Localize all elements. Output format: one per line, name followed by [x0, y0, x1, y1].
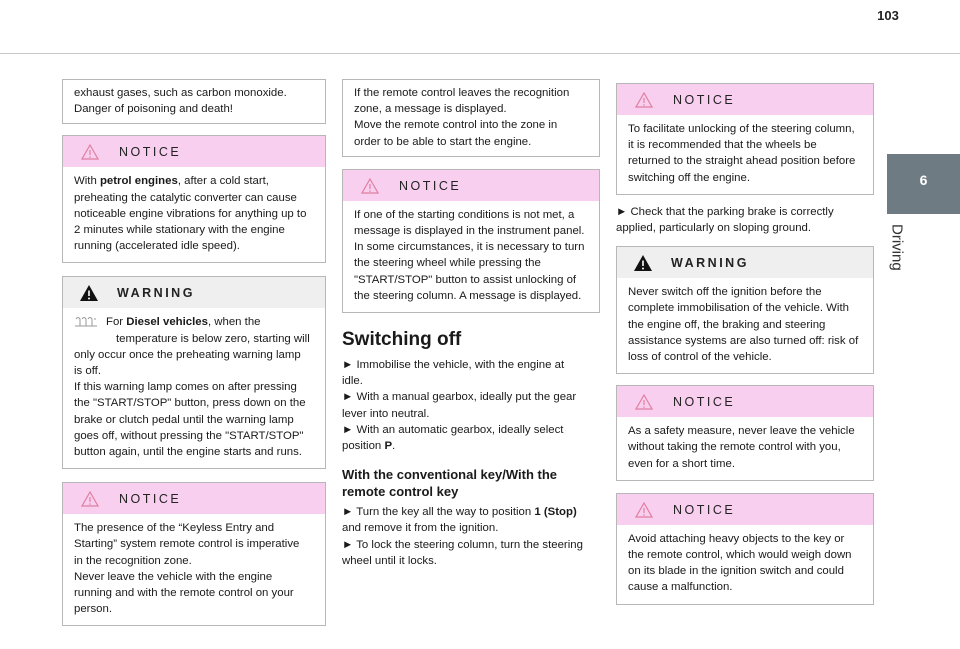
bold-term: Diesel vehicles	[126, 316, 208, 329]
notice-starting-conditions-box	[342, 169, 600, 313]
text-run: , after a cold start,	[177, 175, 269, 188]
warning-triangle-filled-icon	[633, 254, 653, 272]
recognition-zone-box	[342, 79, 600, 157]
text-line: even for a short time.	[628, 457, 735, 470]
text-line: To facilitate unlocking of the steering column,	[628, 123, 855, 135]
warning-header	[617, 247, 873, 278]
text-line: returned to the straight ahead position before	[628, 155, 856, 168]
notice-title: NOTICE	[119, 492, 182, 507]
bold-term: petrol engines	[99, 175, 178, 188]
chapter-label	[882, 224, 912, 304]
text-line: loss of control of the vehicle.	[628, 351, 772, 364]
warning-triangle-outline-icon	[635, 502, 653, 518]
notice-title: NOTICE	[673, 502, 736, 517]
notice-header	[63, 136, 325, 167]
notice-title: NOTICE	[119, 145, 182, 160]
bold-term: P	[384, 440, 393, 453]
diesel-preheating-coil-icon	[74, 316, 98, 328]
text-line: preheating the catalytic converter can cause	[74, 191, 297, 204]
text-line: Never switch off the ignition before the	[628, 286, 822, 299]
text-line: is off.	[74, 365, 102, 378]
notice-wheels-box	[616, 83, 874, 195]
text-line: In some circumstances, it is necessary to turn	[354, 241, 585, 254]
text-run: ► Turn the key all the way to position	[342, 506, 535, 519]
notice-header	[617, 494, 873, 525]
warning-triangle-outline-icon	[635, 394, 653, 410]
notice-keyless-box	[62, 482, 326, 626]
text-line: temperature is below zero, starting will	[116, 332, 310, 345]
text-line: ► With a manual gearbox, ideally put the gear	[342, 391, 577, 404]
warning-ignition-box	[616, 246, 874, 374]
text-line: lever into neutral.	[342, 407, 430, 420]
text-line: brake or clutch pedal until the warning lamp	[74, 413, 294, 426]
chapter-tab[interactable]	[887, 154, 960, 214]
warning-title: WARNING	[117, 286, 195, 301]
column-1	[62, 79, 326, 626]
text-line: exhaust gases, such as carbon monoxide.	[74, 87, 287, 99]
text-run: , when the	[207, 316, 261, 329]
text-line: Starting” system remote control is imperative	[74, 538, 300, 551]
switching-off-section	[342, 329, 600, 569]
text-line: As a safety measure, never leave the vehicle	[628, 425, 855, 438]
column-3	[616, 83, 874, 605]
text-run: With	[74, 175, 100, 188]
notice-heavy-objects-box	[616, 493, 874, 605]
subsection-heading	[342, 466, 600, 500]
text-line: ► Immobilise the vehicle, with the engine at	[342, 359, 565, 372]
text-line: ► With an automatic gearbox, ideally select	[342, 423, 564, 436]
page-number: 103	[877, 8, 899, 23]
warning-triangle-outline-icon	[81, 491, 99, 507]
text-line: and remove it from the ignition.	[342, 522, 499, 535]
notice-title: NOTICE	[673, 395, 736, 410]
text-line: it is recommended that the wheels be	[628, 139, 817, 152]
text-line: the steering wheel while pressing the	[354, 257, 541, 270]
text-line: running and with the remote control on your	[74, 587, 294, 600]
warning-triangle-outline-icon	[361, 178, 379, 194]
notice-title: NOTICE	[399, 178, 462, 193]
text-line: Move the remote control into the zone in	[354, 119, 558, 132]
text-run: For	[106, 316, 127, 329]
text-line: the remote control, which would weigh down	[628, 549, 852, 562]
text-line: noticeable engine vibrations for anything up to	[74, 207, 307, 220]
text-line: zone, a message is displayed.	[354, 103, 507, 116]
text-line: on its blade in the ignition switch and could	[628, 565, 844, 578]
text-line: button again, until the engine starts and runs.	[74, 446, 302, 459]
column-2	[342, 79, 600, 569]
text-line: 2 minutes while stationary with the engine	[74, 224, 285, 237]
text-line: If one of the starting conditions is not met, a	[354, 208, 575, 221]
text-line: only occur once the preheating warning lamp	[74, 348, 301, 361]
bold-term: 1 (Stop)	[534, 506, 577, 519]
text-line: ► To lock the steering column, turn the steering	[342, 538, 583, 551]
text-line: Avoid attaching heavy objects to the key or	[628, 532, 845, 545]
text-line: "START/STOP" button to assist unlocking of	[354, 273, 577, 286]
text-line: ► Check that the parking brake is correctly	[616, 205, 834, 218]
text-line: message is displayed in the instrument panel.	[354, 225, 585, 238]
notice-title: NOTICE	[673, 93, 736, 107]
text-line: switching off the engine.	[628, 171, 751, 184]
warning-diesel-box	[62, 276, 326, 469]
notice-header	[617, 84, 873, 115]
text-line: the steering column. A message is displayed.	[354, 289, 582, 302]
text-line: If the remote control leaves the recognition	[354, 87, 570, 99]
notice-safety-box	[616, 385, 874, 481]
text-line: complete immobilisation of the vehicle. With	[628, 302, 849, 315]
warning-triangle-outline-icon	[81, 144, 99, 160]
notice-header	[343, 170, 599, 201]
warning-triangle-outline-icon	[635, 92, 653, 108]
exhaust-danger-box	[62, 79, 326, 124]
chapter-number: 6	[919, 172, 928, 188]
text-line: cause a malfunction.	[628, 581, 733, 594]
section-heading: Switching off	[342, 329, 462, 351]
text-line: Danger of poisoning and death!	[74, 103, 233, 116]
parking-brake-step	[616, 204, 874, 236]
text-line: the "START/STOP" button, press down on the	[74, 397, 306, 410]
text-line: assistance systems are also turned off: risk of	[628, 334, 859, 347]
notice-header	[63, 483, 325, 514]
text-line: idle.	[342, 375, 363, 388]
text-line: If this warning lamp comes on after pressing	[74, 381, 297, 394]
header-rule	[0, 53, 960, 54]
warning-title: WARNING	[671, 256, 749, 271]
text-line: in the recognition zone.	[74, 554, 192, 567]
text-line: The presence of the “Keyless Entry and	[74, 522, 275, 535]
text-line: goes off, without pressing the "START/STOP"	[74, 429, 304, 442]
text-line: With the conventional key/With the	[342, 467, 558, 483]
warning-header	[63, 277, 325, 308]
text-line: without taking the remote control with you,	[628, 441, 841, 454]
text-line: the engine off, the braking and steering	[628, 318, 826, 331]
notice-header	[617, 386, 873, 417]
text-line: person.	[74, 603, 112, 616]
chapter-label-text: Driving	[888, 224, 906, 271]
text-run: position	[342, 440, 385, 453]
text-run: .	[392, 440, 396, 453]
text-line: wheel until it locks.	[342, 554, 437, 567]
text-line: applied, particularly on sloping ground.	[616, 222, 812, 235]
text-line: order to be able to start the engine.	[354, 135, 532, 148]
warning-triangle-filled-icon	[79, 284, 99, 302]
text-line: Never leave the vehicle with the engine	[74, 570, 273, 583]
text-line: running (accelerated idle speed).	[74, 240, 240, 253]
notice-petrol-box	[62, 135, 326, 263]
text-line: remote control key	[342, 484, 459, 500]
